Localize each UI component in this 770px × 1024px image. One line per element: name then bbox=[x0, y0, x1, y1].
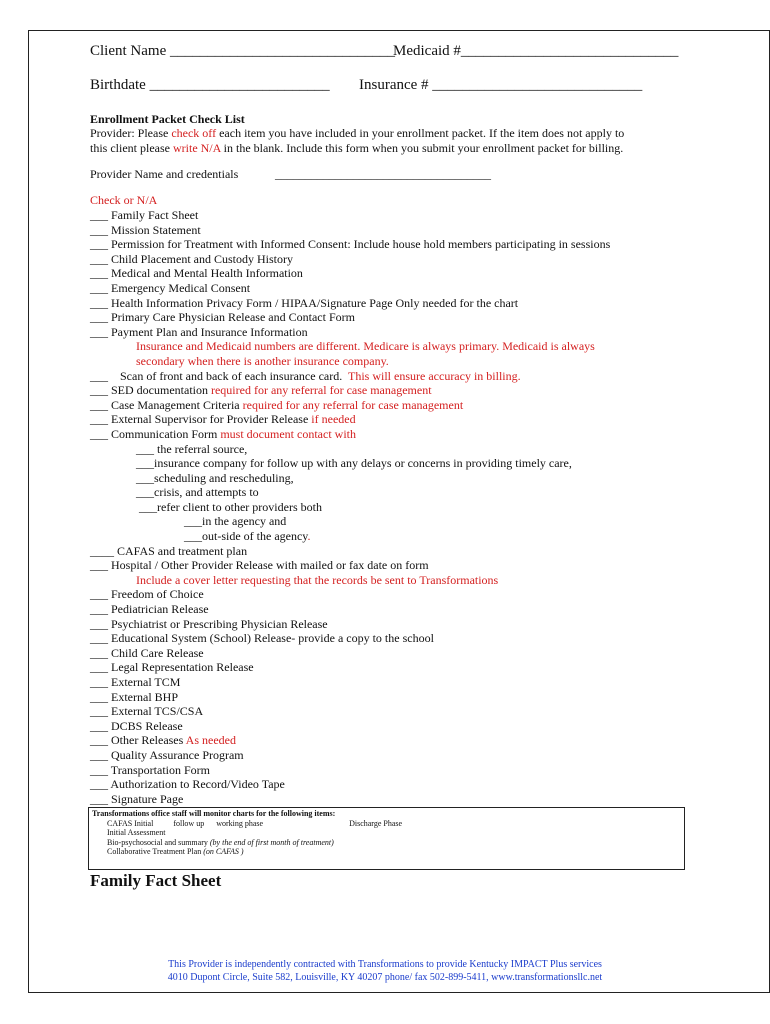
checklist-item[interactable] bbox=[90, 675, 730, 690]
checklist-item-note: . bbox=[307, 529, 311, 544]
checklist-item[interactable] bbox=[90, 237, 730, 252]
checklist-item-text: ____ CAFAS and treatment plan bbox=[90, 543, 248, 558]
checklist-item-text: ___ External TCM bbox=[90, 675, 181, 689]
discharge-phase: Discharge Phase bbox=[349, 818, 403, 828]
checklist-item[interactable] bbox=[90, 325, 730, 340]
checklist-item[interactable] bbox=[90, 529, 730, 544]
checklist-item-text: ___ Family Fact Sheet bbox=[90, 208, 199, 222]
checklist-item[interactable] bbox=[90, 514, 730, 529]
checklist-item[interactable] bbox=[90, 383, 730, 398]
checklist-item[interactable] bbox=[90, 456, 730, 471]
checklist-item[interactable] bbox=[90, 223, 730, 238]
checklist-item[interactable] bbox=[90, 587, 730, 602]
checklist-item-note: As needed bbox=[185, 733, 236, 748]
checklist-item-text: ___ Case Management Criteria bbox=[90, 397, 243, 412]
checklist-item-note: secondary when there is another insurance company. bbox=[136, 353, 389, 368]
monitor-phases-row bbox=[92, 819, 681, 829]
checklist-item-text: ___ Communication Form bbox=[90, 426, 221, 441]
intro-highlight: write N/A bbox=[172, 141, 221, 155]
checklist-item-text: ___refer client to other providers both bbox=[136, 499, 322, 514]
checklist-item[interactable] bbox=[90, 733, 730, 748]
checklist-item-text: ___ Emergency Medical Consent bbox=[90, 280, 251, 295]
checklist-item-text: ___ Pediatrician Release bbox=[90, 602, 209, 617]
cafas-initial: CAFAS Initial bbox=[107, 818, 154, 828]
intro-text: Provider: Please bbox=[90, 126, 172, 140]
checklist-item[interactable] bbox=[90, 412, 730, 427]
working-phase: working phase bbox=[216, 818, 264, 828]
provider-name-input[interactable]: ____________________________________ bbox=[275, 167, 491, 181]
checklist-item[interactable] bbox=[90, 281, 730, 296]
checklist-item[interactable] bbox=[90, 310, 730, 325]
checklist-item-note: This will ensure accuracy in billing. bbox=[348, 368, 521, 383]
checklist-item-text: ___out-side of the agency bbox=[184, 529, 308, 544]
checklist-item-text: ___ Permission for Treatment with Informed Consent: Include house hold members participating in sessions bbox=[90, 237, 611, 252]
checklist-items bbox=[90, 208, 730, 806]
checklist-item[interactable] bbox=[90, 558, 730, 573]
monitor-box bbox=[88, 807, 685, 870]
checklist-item-note: must document contact with bbox=[220, 426, 356, 441]
checklist-item[interactable] bbox=[90, 471, 730, 486]
checklist-item[interactable] bbox=[90, 485, 730, 500]
collaborative-plan-note: (on CAFAS ) bbox=[203, 847, 244, 857]
checklist-item-text: ___ Child Placement and Custody History bbox=[90, 251, 293, 266]
checklist-item-text: ___ Psychiatrist or Prescribing Physician Release bbox=[90, 616, 328, 631]
checklist-item[interactable] bbox=[90, 442, 730, 457]
checklist-item[interactable] bbox=[90, 617, 730, 632]
checklist-item-text: ___ Scan of front and back of each insurance card. bbox=[90, 368, 349, 383]
client-name-field[interactable]: Client Name ______________________________ bbox=[90, 43, 395, 59]
collaborative-plan-row bbox=[92, 847, 681, 857]
checklist-item[interactable] bbox=[90, 339, 730, 354]
checklist-item-note: Include a cover letter requesting that the records be sent to Transformations bbox=[136, 572, 499, 587]
checklist-item-text: ___ Primary Care Physician Release and Contact Form bbox=[90, 310, 355, 325]
checklist-item-text: ___ Payment Plan and Insurance Information bbox=[90, 324, 308, 339]
checklist-item-note: required for any referral for case management bbox=[242, 397, 464, 412]
check-or-na-label: Check or N/A bbox=[90, 193, 158, 207]
checklist-item[interactable] bbox=[90, 777, 730, 792]
checklist-item-text: ___ Medical and Mental Health Information bbox=[90, 266, 303, 281]
checklist-item-text: ___ Hospital / Other Provider Release with mailed or fax date on form bbox=[90, 558, 429, 573]
checklist-item-text: ___ DCBS Release bbox=[90, 718, 183, 733]
birthdate-field[interactable]: Birthdate ________________________ bbox=[90, 77, 330, 93]
intro-text: each item you have included in your enrollment packet. If the item does not apply to bbox=[216, 126, 625, 140]
follow-up: follow up bbox=[173, 818, 205, 828]
family-fact-sheet-heading: Family Fact Sheet bbox=[90, 871, 222, 890]
checklist-item[interactable] bbox=[90, 208, 730, 223]
provider-name-label: Provider Name and credentials bbox=[90, 167, 239, 181]
checklist-item[interactable] bbox=[90, 763, 730, 778]
checklist-item-text: ___ Signature Page bbox=[90, 791, 184, 806]
footer-line-1: This Provider is independently contracted with Transformations to provide Kentucky IMPACT Plus services bbox=[168, 959, 602, 970]
checklist-item-text: ___ Transportation Form bbox=[90, 762, 211, 777]
checklist-item[interactable] bbox=[90, 631, 730, 646]
checklist-item[interactable] bbox=[90, 690, 730, 705]
checklist-item-note: required for any referral for case management bbox=[210, 383, 432, 398]
checklist-item-text: ___ Quality Assurance Program bbox=[90, 747, 244, 762]
checklist-item-text: ___ Other Releases bbox=[90, 733, 186, 748]
checklist-item[interactable] bbox=[90, 792, 730, 807]
checklist-item[interactable] bbox=[90, 573, 730, 588]
checklist-item-text: ___ External Supervisor for Provider Release bbox=[90, 412, 312, 427]
checklist-item-text: ___ Freedom of Choice bbox=[90, 587, 204, 602]
checklist-item-text: ___crisis, and attempts to bbox=[136, 485, 259, 500]
checklist-item-text: ___ the referral source, bbox=[136, 441, 248, 456]
checklist-item-text: ___ Health Information Privacy Form / HIPAA/Signature Page Only needed for the chart bbox=[90, 295, 519, 310]
checklist-item-text: ___ SED documentation bbox=[90, 383, 211, 398]
checklist-item[interactable] bbox=[90, 296, 730, 311]
intro-line-1 bbox=[90, 126, 624, 141]
collaborative-plan: Collaborative Treatment Plan bbox=[107, 847, 204, 857]
intro-text: this client please bbox=[90, 141, 173, 155]
checklist-item[interactable] bbox=[90, 646, 730, 661]
checklist-item[interactable] bbox=[90, 354, 730, 369]
checklist-item[interactable] bbox=[90, 427, 730, 442]
checklist-item[interactable] bbox=[90, 500, 730, 515]
checklist-item-text: ___ Mission Statement bbox=[90, 222, 201, 237]
intro-highlight: check off bbox=[171, 126, 217, 140]
checklist-item[interactable] bbox=[90, 660, 730, 675]
checklist-item-text: ___ Child Care Release bbox=[90, 645, 204, 660]
checklist-item-text: ___ Legal Representation Release bbox=[90, 660, 254, 675]
checklist-item[interactable] bbox=[90, 369, 730, 384]
checklist-item-text: ___in the agency and bbox=[184, 514, 287, 529]
checklist-item-text: ___ External BHP bbox=[90, 689, 178, 704]
insurance-field[interactable]: Insurance # ____________________________ bbox=[359, 77, 643, 93]
bio-psychosocial: Bio-psychosocial and summary bbox=[107, 837, 210, 847]
checklist-item-note: if needed bbox=[311, 412, 356, 427]
bio-psychosocial-row bbox=[92, 838, 681, 848]
checklist-item-text: ___insurance company for follow up with any delays or concerns in providing timely care, bbox=[136, 456, 572, 471]
medicaid-field[interactable]: Medicaid #_____________________________ bbox=[393, 43, 679, 59]
checklist-item-note: Insurance and Medicaid numbers are different. Medicare is always primary. Medicaid is always bbox=[136, 339, 595, 354]
initial-assessment: Initial Assessment bbox=[107, 828, 166, 838]
intro-text: in the blank. Include this form when you submit your enrollment packet for billing. bbox=[220, 141, 624, 155]
monitor-box-title: Transformations office staff will monitor charts for the following items: bbox=[92, 809, 336, 818]
checklist-item-text: ___ Authorization to Record/Video Tape bbox=[90, 777, 285, 792]
checklist-item[interactable] bbox=[90, 704, 730, 719]
bio-psychosocial-note: (by the end of first month of treatment) bbox=[209, 837, 334, 847]
checklist-item-text: ___ External TCS/CSA bbox=[90, 704, 204, 719]
checklist-item[interactable] bbox=[90, 398, 730, 413]
checklist-item[interactable] bbox=[90, 748, 730, 763]
checklist-item-text: ___scheduling and rescheduling, bbox=[136, 470, 294, 485]
checklist-item[interactable] bbox=[90, 544, 730, 559]
checklist-item-text: ___ Educational System (School) Release- provide a copy to the school bbox=[90, 631, 434, 646]
checklist-title: Enrollment Packet Check List bbox=[90, 112, 245, 126]
checklist-item[interactable] bbox=[90, 252, 730, 267]
footer-line-2: 4010 Dupont Circle, Suite 582, Louisville, KY 40207 phone/ fax 502-899-5411, www.transformationsllc.net bbox=[167, 972, 603, 983]
checklist-item[interactable] bbox=[90, 719, 730, 734]
checklist-item[interactable] bbox=[90, 266, 730, 281]
checklist-item[interactable] bbox=[90, 602, 730, 617]
intro-line-2 bbox=[90, 141, 623, 156]
